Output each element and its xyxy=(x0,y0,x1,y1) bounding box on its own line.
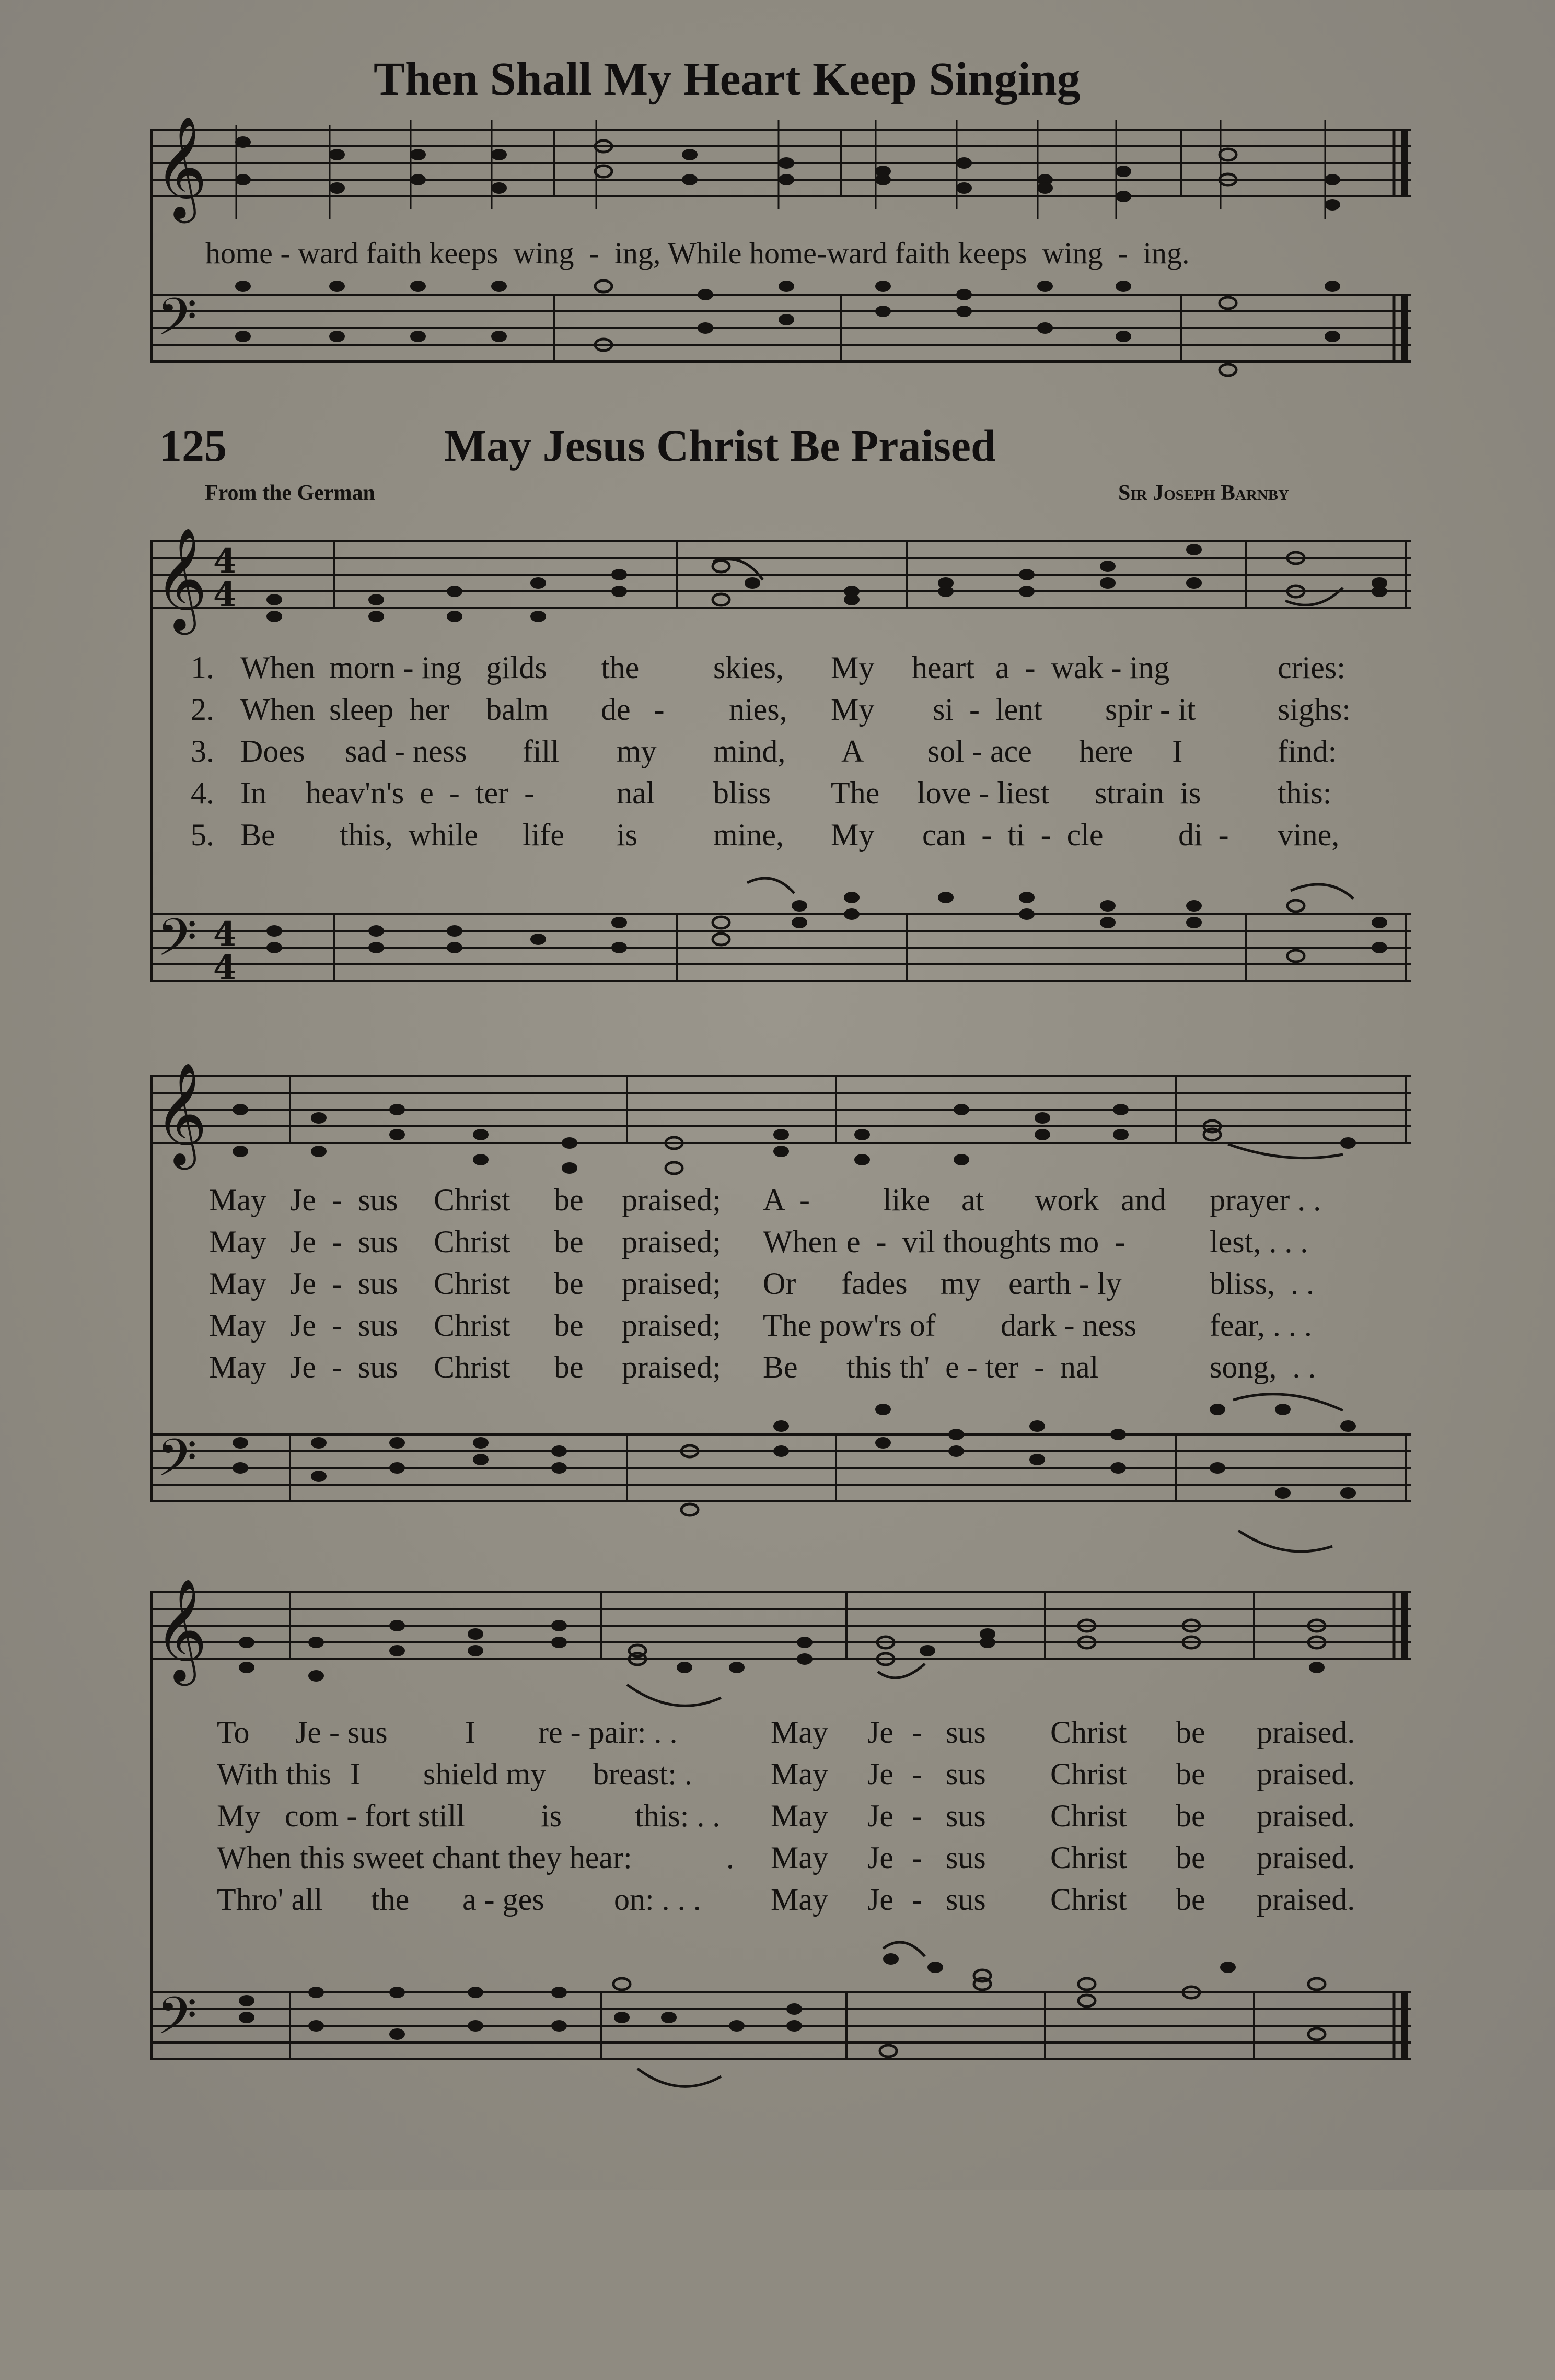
lyric-word: vine, xyxy=(1278,818,1340,852)
lyric-word: heart xyxy=(912,650,974,685)
lyric-word: like xyxy=(883,1183,930,1217)
lyric-word: mine, xyxy=(713,818,784,852)
lyric-word: My xyxy=(831,818,875,852)
lyric-word: Christ xyxy=(434,1350,510,1384)
time-signature-bottom: 4 xyxy=(213,575,237,614)
time-signature-top: 4 xyxy=(213,542,237,581)
lyric-word: the xyxy=(371,1882,410,1917)
lyric-word: song, . . xyxy=(1210,1350,1316,1384)
lyric-word: nies, xyxy=(729,692,787,727)
lyric-word: I xyxy=(465,1715,475,1749)
lyric-word: My xyxy=(217,1799,261,1833)
lyric-word: A xyxy=(841,734,864,768)
lyric-word: Je - sus xyxy=(290,1224,398,1259)
lyric-word: be xyxy=(554,1308,584,1343)
lyric-word: praised; xyxy=(622,1266,721,1301)
lyric-word: My xyxy=(831,692,875,727)
lyric-word: - sus xyxy=(912,1840,986,1875)
lyric-word: Je xyxy=(867,1840,893,1875)
svg-text:𝄢: 𝄢 xyxy=(157,287,198,360)
lyric-word: When this sweet chant they hear: xyxy=(217,1840,632,1875)
lyric-word: sad - ness xyxy=(345,734,467,768)
lyric-word: Je - sus xyxy=(290,1350,398,1384)
lyric-word: fades xyxy=(841,1266,908,1301)
lyric-word: Je - sus xyxy=(290,1266,398,1301)
lyric-word: nal xyxy=(617,776,655,810)
lyric-word: be xyxy=(1176,1715,1205,1749)
lyric-word: be xyxy=(1176,1757,1205,1791)
verse-number: 1. xyxy=(191,650,214,685)
lyric-word: - sus xyxy=(912,1757,986,1791)
lyric-word: praised. xyxy=(1257,1840,1355,1875)
lyric-word: Christ xyxy=(434,1308,510,1343)
lyric-word: re - pair: . . xyxy=(538,1715,678,1749)
lyric-word: at xyxy=(961,1183,984,1217)
lyric-word: Je - sus xyxy=(290,1308,398,1343)
verse-line xyxy=(217,1711,1382,1753)
lyric-word: lest, . . . xyxy=(1210,1224,1308,1259)
svg-text:𝄞: 𝄞 xyxy=(155,1578,207,1682)
lyric-word: sighs: xyxy=(1278,692,1351,727)
lyric-word: May xyxy=(209,1350,266,1384)
lyric-word: a - ges xyxy=(462,1882,544,1917)
lyric-word: this, while xyxy=(340,818,478,852)
lyric-word: Christ xyxy=(1050,1840,1127,1875)
lyric-word: The xyxy=(831,776,880,810)
lyric-word: May xyxy=(209,1266,266,1301)
lyric-word: fill xyxy=(523,734,559,768)
lyric-word: breast: . xyxy=(593,1757,692,1791)
lyric-word: Thro' all xyxy=(217,1882,323,1917)
lyric-word: Je - sus xyxy=(290,1183,398,1217)
verse-number: 5. xyxy=(191,818,214,852)
lyric-word: Does xyxy=(240,734,305,768)
lyric-word: fear, . . . xyxy=(1210,1308,1312,1343)
lyric-word: this th' e - ter - nal xyxy=(846,1350,1099,1384)
lyric-word: this: . . xyxy=(635,1799,721,1833)
lyric-word: bliss, . . xyxy=(1210,1266,1315,1301)
lyric-word: May xyxy=(209,1308,266,1343)
lyric-word: spir - it xyxy=(1105,692,1196,727)
svg-text:𝄞: 𝄞 xyxy=(155,1062,207,1165)
lyric-word: bliss xyxy=(713,776,771,810)
lyric-word: my xyxy=(941,1266,981,1301)
hymn-number: 125 xyxy=(159,421,227,471)
music-credit: Sir Joseph Barnby xyxy=(1118,481,1290,505)
lyric-word: Je xyxy=(867,1715,893,1749)
lyric-word: Christ xyxy=(1050,1757,1127,1791)
svg-text:𝄞: 𝄞 xyxy=(155,115,207,219)
lyric-word: Je xyxy=(867,1799,893,1833)
lyric-word: May xyxy=(771,1840,828,1875)
verse-number: 4. xyxy=(191,776,214,810)
verse-line xyxy=(217,1837,1382,1879)
lyric-word: de - xyxy=(601,692,665,727)
lyric-word: com - fort still xyxy=(285,1799,465,1833)
lyric-word: May xyxy=(771,1757,828,1791)
lyric-word: Christ xyxy=(434,1266,510,1301)
lyric-word: - sus xyxy=(912,1799,986,1833)
lyric-word: Christ xyxy=(1050,1715,1127,1749)
lyric-word: My xyxy=(831,650,875,685)
lyric-word: May xyxy=(771,1799,828,1833)
lyric-word: sol - ace xyxy=(927,734,1032,768)
svg-text:𝄢: 𝄢 xyxy=(157,1986,198,2059)
lyric-word: find: xyxy=(1278,734,1337,768)
lyric-word: be xyxy=(1176,1840,1205,1875)
lyric-word: praised; xyxy=(622,1224,721,1259)
lyric-word: May xyxy=(209,1224,266,1259)
lyric-word: si - lent xyxy=(933,692,1042,727)
verse-line xyxy=(217,1795,1382,1837)
lyric-word: dark - ness xyxy=(1001,1308,1136,1343)
lyric-word: When xyxy=(763,1224,838,1259)
lyric-word: my xyxy=(617,734,657,768)
lyric-word: gilds xyxy=(486,650,547,685)
lyric-word: love - liest xyxy=(917,776,1050,810)
lyric-word: earth - ly xyxy=(1008,1266,1122,1301)
lyric-word: Be xyxy=(763,1350,798,1384)
lyric-word: Je - sus xyxy=(295,1715,388,1749)
lyric-word: May xyxy=(771,1882,828,1917)
lyric-word: this: xyxy=(1278,776,1332,810)
lyric-word: the xyxy=(601,650,640,685)
lyric-word: praised. xyxy=(1257,1799,1355,1833)
lyric-word: life xyxy=(523,818,564,852)
svg-text:𝄢: 𝄢 xyxy=(157,908,198,981)
lyric-word: be xyxy=(554,1350,584,1384)
lyric-word: be xyxy=(554,1224,584,1259)
lyric-word: praised; xyxy=(622,1350,721,1384)
lyric-word: Or xyxy=(763,1266,796,1301)
lyric-word: Christ xyxy=(434,1224,510,1259)
lyric-word: prayer . . xyxy=(1210,1183,1321,1217)
lyric-word: sleep her xyxy=(329,692,449,727)
lyric-word: heav'n's e - ter - xyxy=(306,776,535,810)
svg-text:𝄞: 𝄞 xyxy=(155,527,207,631)
lyric-word: be xyxy=(554,1266,584,1301)
lyric-word: strain is xyxy=(1095,776,1201,810)
lyric-word: . xyxy=(726,1840,734,1875)
lyric-word: In xyxy=(240,776,266,810)
time-signature-top: 4 xyxy=(213,915,237,954)
words-credit: From the German xyxy=(205,481,375,505)
lyric-word: e - vil thoughts mo - xyxy=(846,1224,1125,1259)
lyric-word: A - xyxy=(763,1183,810,1217)
lyric-word: mind, xyxy=(713,734,786,768)
lyric-word: Christ xyxy=(1050,1882,1127,1917)
lyric-word: The pow'rs of xyxy=(763,1308,936,1343)
lyric-word: - sus xyxy=(912,1882,986,1917)
lyric-word: Christ xyxy=(434,1183,510,1217)
svg-text:𝄢: 𝄢 xyxy=(157,1428,198,1501)
lyric-word: cries: xyxy=(1278,650,1345,685)
hymn-title: May Jesus Christ Be Praised xyxy=(444,421,996,471)
lyric-word: May xyxy=(771,1715,828,1749)
lyric-word: is xyxy=(541,1799,562,1833)
lyric-word: and xyxy=(1121,1183,1166,1217)
lyric-word: shield my xyxy=(423,1757,546,1791)
lyric-word: When xyxy=(240,692,316,727)
lyric-word: To xyxy=(217,1715,250,1749)
lyric-word: praised; xyxy=(622,1183,721,1217)
lyric-word: a - wak - ing xyxy=(995,650,1170,685)
lyric-word: Je xyxy=(867,1882,893,1917)
lyric-word: - sus xyxy=(912,1715,986,1749)
lyric-word: di - xyxy=(1178,818,1229,852)
lyric-word: be xyxy=(1176,1882,1205,1917)
lyric-word: on: . . . xyxy=(614,1882,701,1917)
previous-hymn-title: Then Shall My Heart Keep Singing xyxy=(374,53,1081,105)
lyric-word: is xyxy=(617,818,638,852)
lyric-word: can - ti - cle xyxy=(922,818,1104,852)
verse-line xyxy=(217,1879,1382,1920)
verse-number: 3. xyxy=(191,734,214,768)
system-3-lyrics xyxy=(217,1711,1382,1920)
lyric-word: Je xyxy=(867,1757,893,1791)
lyric-word: here I xyxy=(1079,734,1183,768)
lyric-word: May xyxy=(209,1183,266,1217)
lyric-word: praised. xyxy=(1257,1882,1355,1917)
verse-line xyxy=(217,1753,1382,1795)
lyric-word: With this xyxy=(217,1757,332,1791)
lyric-word: balm xyxy=(486,692,549,727)
lyric-word: praised. xyxy=(1257,1757,1355,1791)
verse-number: 2. xyxy=(191,692,214,727)
lyric-word: Christ xyxy=(1050,1799,1127,1833)
lyric-word: When xyxy=(240,650,316,685)
lyric-word: Be xyxy=(240,818,275,852)
lyric-word: be xyxy=(554,1183,584,1217)
lyric-word: skies, xyxy=(713,650,784,685)
previous-hymn-lyric-line: home - ward faith keeps wing - ing, While home-ward faith keeps wing - ing. xyxy=(205,236,1190,270)
lyric-word: morn - ing xyxy=(329,650,462,685)
lyric-word: praised. xyxy=(1257,1715,1355,1749)
lyric-word: work xyxy=(1035,1183,1099,1217)
lyric-word: praised; xyxy=(622,1308,721,1343)
lyric-word: I xyxy=(350,1757,361,1791)
lyric-word: be xyxy=(1176,1799,1205,1833)
time-signature-bottom: 4 xyxy=(213,948,237,987)
